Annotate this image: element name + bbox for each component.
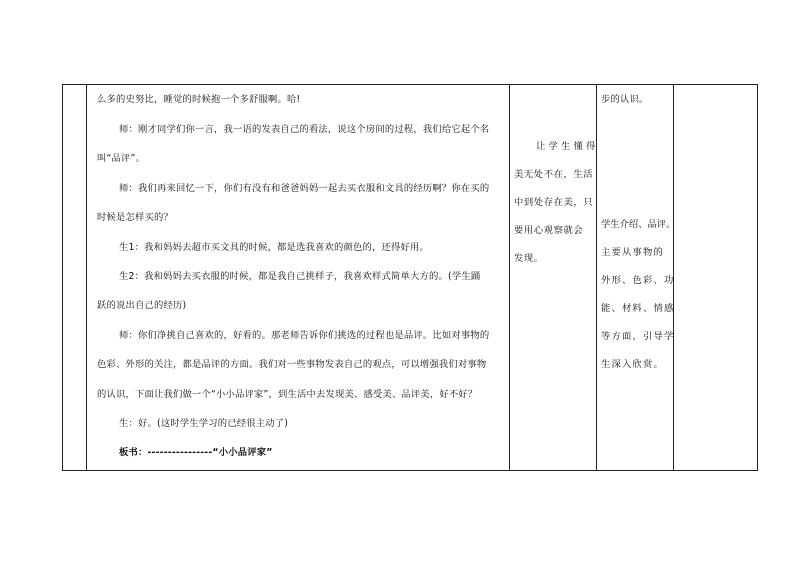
text-line: 叫“品评”。	[97, 153, 146, 164]
table-top-border	[62, 84, 758, 85]
text-line: 生深入欣赏。	[601, 359, 664, 370]
table-right-border	[757, 84, 758, 470]
text-line: 生1：我和妈妈去超市买文具的时候，都是选我喜欢的颜色的，还得好用。	[119, 242, 430, 253]
text-line: 主要从事物的	[601, 247, 664, 258]
text-line: 学生介绍、品评。	[601, 219, 676, 230]
text-line: 中到处存在美，只	[514, 197, 594, 208]
text-line: 步的认识。	[601, 94, 649, 105]
text-line: 师：你们净挑自己喜欢的，好看的。那老师告诉你们挑选的过程也是品评。比如对事物的	[119, 330, 490, 341]
blackboard-note: 板书：----------------“小小品评家”	[119, 447, 273, 458]
text-line: 么多的史努比，睡觉的时候抱一个多舒服啊。哈!	[97, 94, 301, 105]
text-line: 时候是怎样买的？	[97, 212, 173, 223]
table-left-border	[62, 84, 63, 470]
text-line: 的认识，下面让我们做一个“小小品评家”，到生活中去发现美、感受美、品评美，好不好？	[97, 389, 478, 400]
text-line: 美无处不在，生活	[514, 169, 594, 180]
text-line: 外形、色彩、功	[601, 275, 675, 286]
column-divider	[509, 84, 510, 470]
table-bottom-border	[62, 470, 758, 471]
text-line: 生：好。(这时学生学习的已经很主动了)	[119, 418, 289, 429]
column-divider	[86, 84, 87, 470]
text-line: 能、材料、情感	[601, 303, 675, 314]
text-line: 发现。	[514, 253, 544, 264]
text-line: 师：我们再来回忆一下，你们有没有和爸爸妈妈一起去买衣服和文具的经历啊？你在买的	[119, 183, 490, 194]
text-line: 等方面，引导学	[601, 331, 675, 342]
text-line: 师：刚才同学们你一言，我一语的发表自己的看法，说这个房间的过程，我们给它起个名	[119, 124, 490, 135]
text-line: 生2：我和妈妈去买衣服的时候，都是我自己挑样子，我喜欢样式简单大方的。(学生踊	[119, 271, 481, 282]
text-line: 要用心观察就会	[514, 225, 584, 236]
text-line: 跃的说出自己的经历)	[97, 300, 187, 311]
text-line: 色彩、外形的关注，都是品评的方面。我们对一些事物发表自己的观点，可以增强我们对事物	[97, 359, 487, 370]
text-line: 让学生懂得	[536, 141, 599, 152]
